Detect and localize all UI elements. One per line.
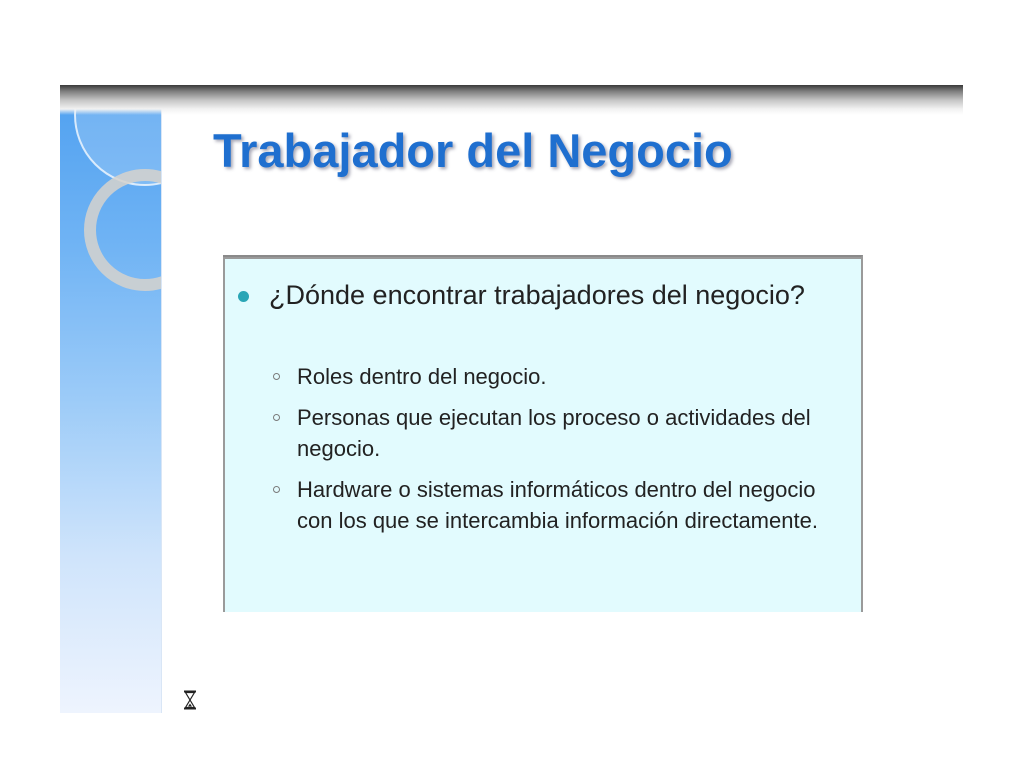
filled-circle-bullet-icon — [238, 291, 249, 302]
content-box — [223, 255, 863, 612]
hollow-circle-bullet-icon — [273, 414, 280, 421]
hollow-circle-bullet-icon — [273, 486, 280, 493]
sub-bullet-item — [271, 361, 841, 392]
sub-bullet-text: Hardware o sistemas informáticos dentro del negocio con los que se intercambia información directamente. — [297, 477, 818, 533]
sub-bullet-item — [271, 402, 841, 464]
slide-decorative-band — [60, 85, 162, 713]
main-bullet-text: ¿Dónde encontrar trabajadores del negocio? — [269, 280, 805, 310]
slide-title: Trabajador del Negocio — [213, 124, 733, 177]
hourglass-icon — [183, 690, 197, 710]
sub-bullet-list — [271, 361, 841, 546]
sub-bullet-text: Personas que ejecutan los proceso o actividades del negocio. — [297, 405, 811, 461]
presentation-slide — [60, 85, 963, 713]
sub-bullet-text: Roles dentro del negocio. — [297, 364, 547, 389]
main-bullet — [242, 277, 832, 314]
slide-top-shadow — [60, 85, 963, 115]
sub-bullet-item — [271, 474, 841, 536]
hollow-circle-bullet-icon — [273, 373, 280, 380]
decorative-circles-icon — [60, 85, 161, 713]
